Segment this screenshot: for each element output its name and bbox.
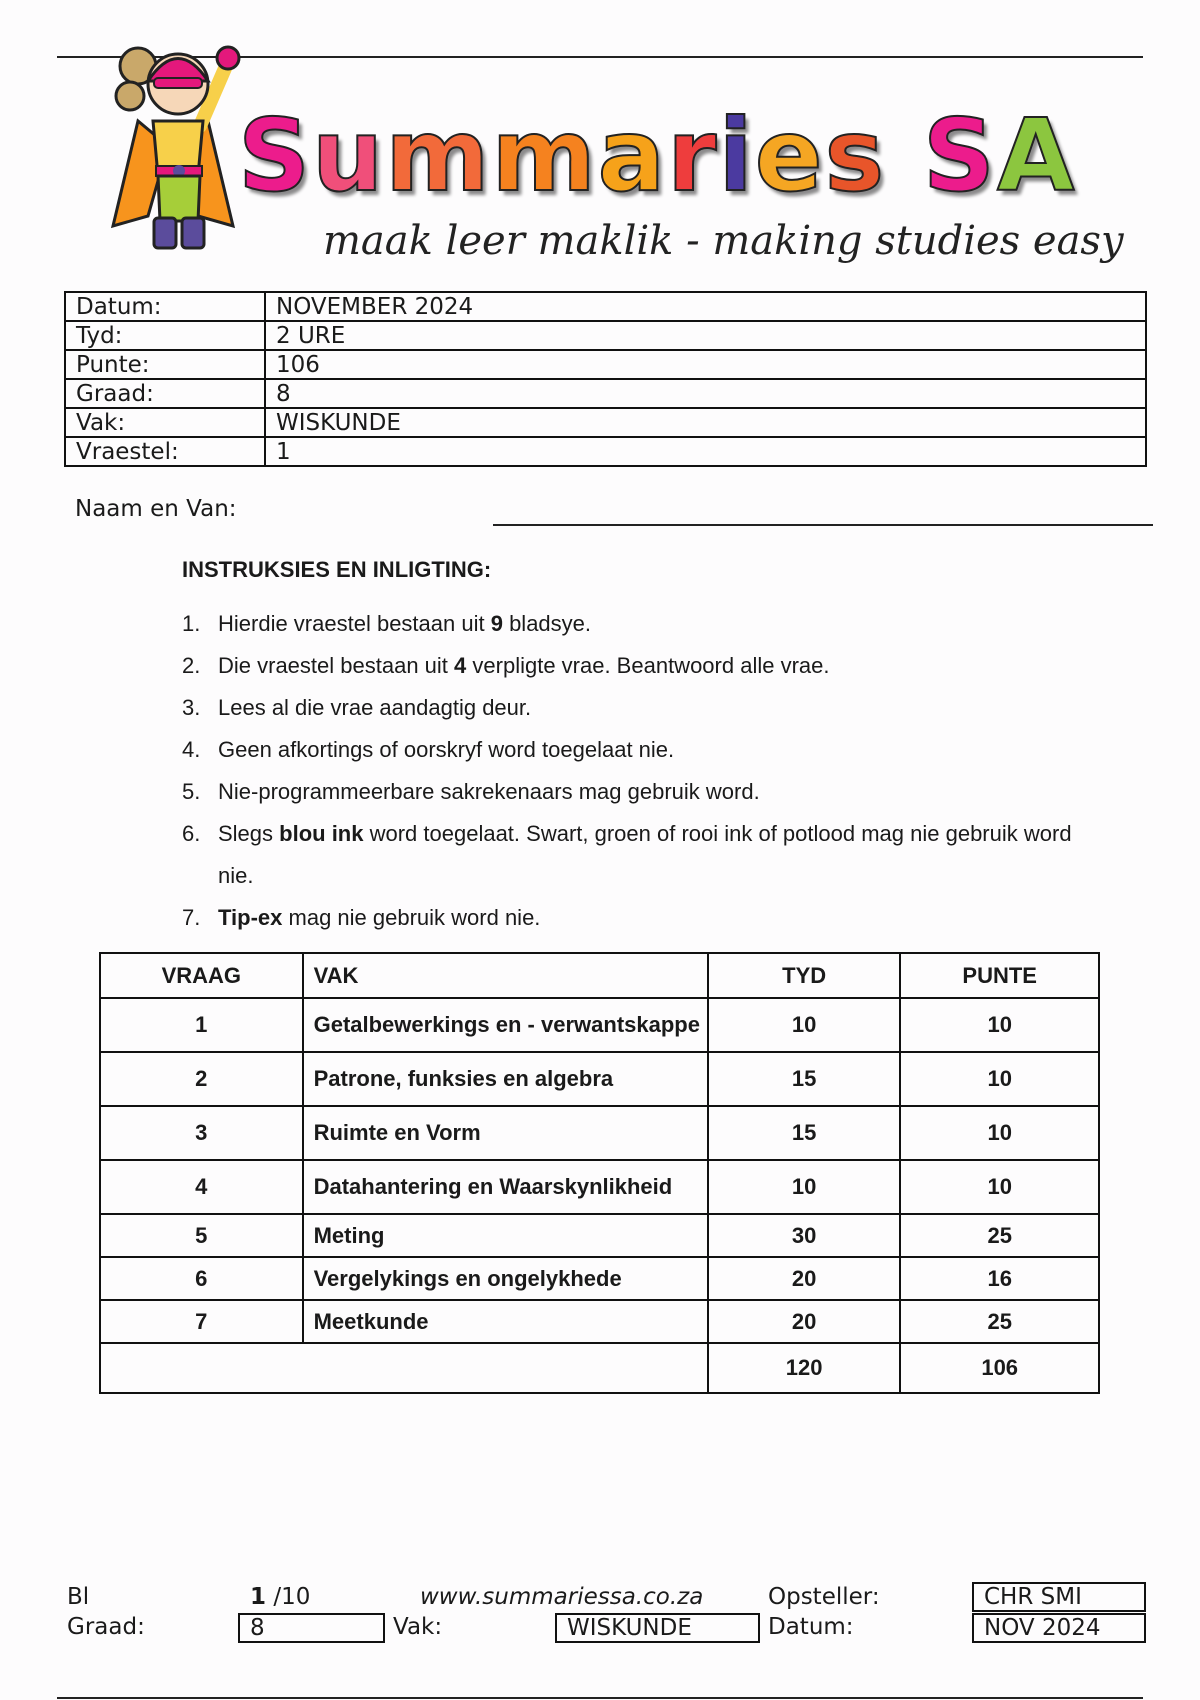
instruction-text: Die vraestel bestaan uit 4 verpligte vrae. Beantwoord alle vrae. bbox=[218, 653, 830, 678]
cell-tyd: 15 bbox=[708, 1052, 901, 1106]
info-value: WISKUNDE bbox=[265, 408, 1146, 437]
footer-website: www.summariessa.co.za bbox=[420, 1584, 704, 1610]
footer-page-number bbox=[250, 1584, 310, 1610]
exam-info-table bbox=[64, 291, 1147, 467]
table-row bbox=[100, 1106, 1099, 1160]
superhero-mascot-icon bbox=[108, 26, 258, 276]
footer-vak-label: Vak: bbox=[393, 1614, 443, 1640]
cell-tyd: 20 bbox=[708, 1300, 901, 1343]
cell-vak: Patrone, funksies en algebra bbox=[303, 1052, 708, 1106]
info-label: Datum: bbox=[65, 292, 265, 321]
cell-tyd: 10 bbox=[708, 1160, 901, 1214]
logo-letter: S bbox=[922, 97, 997, 214]
table-row bbox=[100, 1214, 1099, 1257]
footer-graad-value: 8 bbox=[238, 1613, 385, 1643]
instruction-text: Lees al die vrae aandagtig deur. bbox=[218, 695, 532, 720]
instruction-item bbox=[182, 771, 1082, 813]
instruction-text: Hierdie vraestel bestaan uit 9 bladsye. bbox=[218, 611, 592, 636]
logo-letter: a bbox=[597, 97, 668, 214]
instruction-text: Geen afkortings of oorskryf word toegelaat nie. bbox=[218, 737, 675, 762]
cell-vak: Ruimte en Vorm bbox=[303, 1106, 708, 1160]
cell-vak: Meetkunde bbox=[303, 1300, 708, 1343]
logo-letter: e bbox=[754, 97, 825, 214]
instruction-item bbox=[182, 687, 1082, 729]
cell-vraag: 2 bbox=[100, 1052, 303, 1106]
instruction-item bbox=[182, 645, 1082, 687]
instruction-number: 6. bbox=[182, 821, 201, 846]
cell-vraag: 4 bbox=[100, 1160, 303, 1214]
info-value: NOVEMBER 2024 bbox=[265, 292, 1146, 321]
bottom-rule bbox=[57, 1697, 1143, 1699]
instruction-text: Slegs blou ink word toegelaat. Swart, groen of rooi ink of potlood mag nie gebruik word nie. bbox=[218, 821, 1072, 888]
table-header-row bbox=[100, 953, 1099, 998]
name-input-line[interactable] bbox=[493, 524, 1153, 526]
info-row-tyd bbox=[65, 321, 1146, 350]
logo-letter: i bbox=[718, 97, 755, 214]
footer-opsteller-label: Opsteller: bbox=[768, 1584, 880, 1610]
logo-title bbox=[238, 97, 1077, 214]
info-row-vak bbox=[65, 408, 1146, 437]
table-row bbox=[100, 1257, 1099, 1300]
cell-tyd: 20 bbox=[708, 1257, 901, 1300]
instruction-item bbox=[182, 813, 1082, 897]
logo-letter bbox=[886, 106, 923, 206]
info-value: 8 bbox=[265, 379, 1146, 408]
info-label: Tyd: bbox=[65, 321, 265, 350]
info-label: Graad: bbox=[65, 379, 265, 408]
footer-datum-label: Datum: bbox=[768, 1614, 854, 1640]
instruction-text: Nie-programmeerbare sakrekenaars mag gebruik word. bbox=[218, 779, 760, 804]
table-row bbox=[100, 1160, 1099, 1214]
instruction-number: 1. bbox=[182, 611, 201, 636]
logo-letter: S bbox=[238, 97, 313, 214]
cell-punte: 10 bbox=[900, 1106, 1099, 1160]
cell-punte: 10 bbox=[900, 998, 1099, 1052]
info-label: Vak: bbox=[65, 408, 265, 437]
header-punte: PUNTE bbox=[900, 953, 1099, 998]
total-punte: 106 bbox=[900, 1343, 1099, 1393]
instruction-number: 5. bbox=[182, 779, 201, 804]
header-tyd: TYD bbox=[708, 953, 901, 998]
cell-vraag: 7 bbox=[100, 1300, 303, 1343]
info-row-punte bbox=[65, 350, 1146, 379]
info-value: 2 URE bbox=[265, 321, 1146, 350]
name-label: Naam en Van: bbox=[75, 496, 237, 522]
sections-table bbox=[99, 952, 1100, 1394]
info-row-vraestel bbox=[65, 437, 1146, 466]
cell-vak: Meting bbox=[303, 1214, 708, 1257]
cell-tyd: 15 bbox=[708, 1106, 901, 1160]
cell-punte: 25 bbox=[900, 1300, 1099, 1343]
logo-letter: s bbox=[824, 97, 887, 214]
instruction-item bbox=[182, 729, 1082, 771]
footer-bl-label: Bl bbox=[67, 1584, 90, 1610]
cell-vraag: 6 bbox=[100, 1257, 303, 1300]
page-num: 1 bbox=[250, 1584, 267, 1610]
info-value: 106 bbox=[265, 350, 1146, 379]
cell-vak: Getalbewerkings en - verwantskappe bbox=[303, 998, 708, 1052]
info-row-datum bbox=[65, 292, 1146, 321]
header-vak: VAK bbox=[303, 953, 708, 998]
cell-punte: 10 bbox=[900, 1052, 1099, 1106]
cell-punte: 25 bbox=[900, 1214, 1099, 1257]
instruction-number: 2. bbox=[182, 653, 201, 678]
totals-empty-cell bbox=[100, 1343, 708, 1393]
table-row bbox=[100, 1300, 1099, 1343]
summaries-sa-logo bbox=[108, 26, 1124, 276]
instruction-number: 7. bbox=[182, 905, 201, 930]
total-tyd: 120 bbox=[708, 1343, 901, 1393]
cell-vraag: 5 bbox=[100, 1214, 303, 1257]
instruction-text: Tip-ex mag nie gebruik word nie. bbox=[218, 905, 541, 930]
header-vraag: VRAAG bbox=[100, 953, 303, 998]
instruction-item bbox=[182, 603, 1082, 645]
logo-tagline: maak leer maklik - making studies easy bbox=[323, 218, 1124, 264]
cell-vak: Vergelykings en ongelykhede bbox=[303, 1257, 708, 1300]
table-row bbox=[100, 1052, 1099, 1106]
logo-letter: r bbox=[667, 97, 719, 214]
instruction-item bbox=[182, 897, 1082, 939]
table-row bbox=[100, 998, 1099, 1052]
footer-vak-value: WISKUNDE bbox=[555, 1613, 760, 1643]
cell-tyd: 10 bbox=[708, 998, 901, 1052]
footer-datum-value: NOV 2024 bbox=[972, 1613, 1146, 1643]
instructions-heading: INSTRUKSIES EN INLIGTING: bbox=[182, 557, 492, 582]
logo-letter: A bbox=[996, 97, 1077, 214]
instruction-number: 4. bbox=[182, 737, 201, 762]
cell-vraag: 1 bbox=[100, 998, 303, 1052]
logo-letter: m bbox=[491, 97, 598, 214]
instruction-number: 3. bbox=[182, 695, 201, 720]
instructions-section bbox=[182, 557, 1082, 939]
footer-graad-label: Graad: bbox=[67, 1614, 145, 1640]
cell-tyd: 30 bbox=[708, 1214, 901, 1257]
info-label: Punte: bbox=[65, 350, 265, 379]
logo-letter: u bbox=[312, 97, 386, 214]
info-value: 1 bbox=[265, 437, 1146, 466]
cell-vak: Datahantering en Waarskynlikheid bbox=[303, 1160, 708, 1214]
cell-punte: 16 bbox=[900, 1257, 1099, 1300]
page-total: /10 bbox=[273, 1584, 311, 1610]
info-row-graad bbox=[65, 379, 1146, 408]
info-label: Vraestel: bbox=[65, 437, 265, 466]
logo-letter: m bbox=[385, 97, 492, 214]
cell-vraag: 3 bbox=[100, 1106, 303, 1160]
footer-opsteller-value: CHR SMI bbox=[972, 1582, 1146, 1612]
totals-row bbox=[100, 1343, 1099, 1393]
instructions-list bbox=[182, 603, 1082, 939]
cell-punte: 10 bbox=[900, 1160, 1099, 1214]
